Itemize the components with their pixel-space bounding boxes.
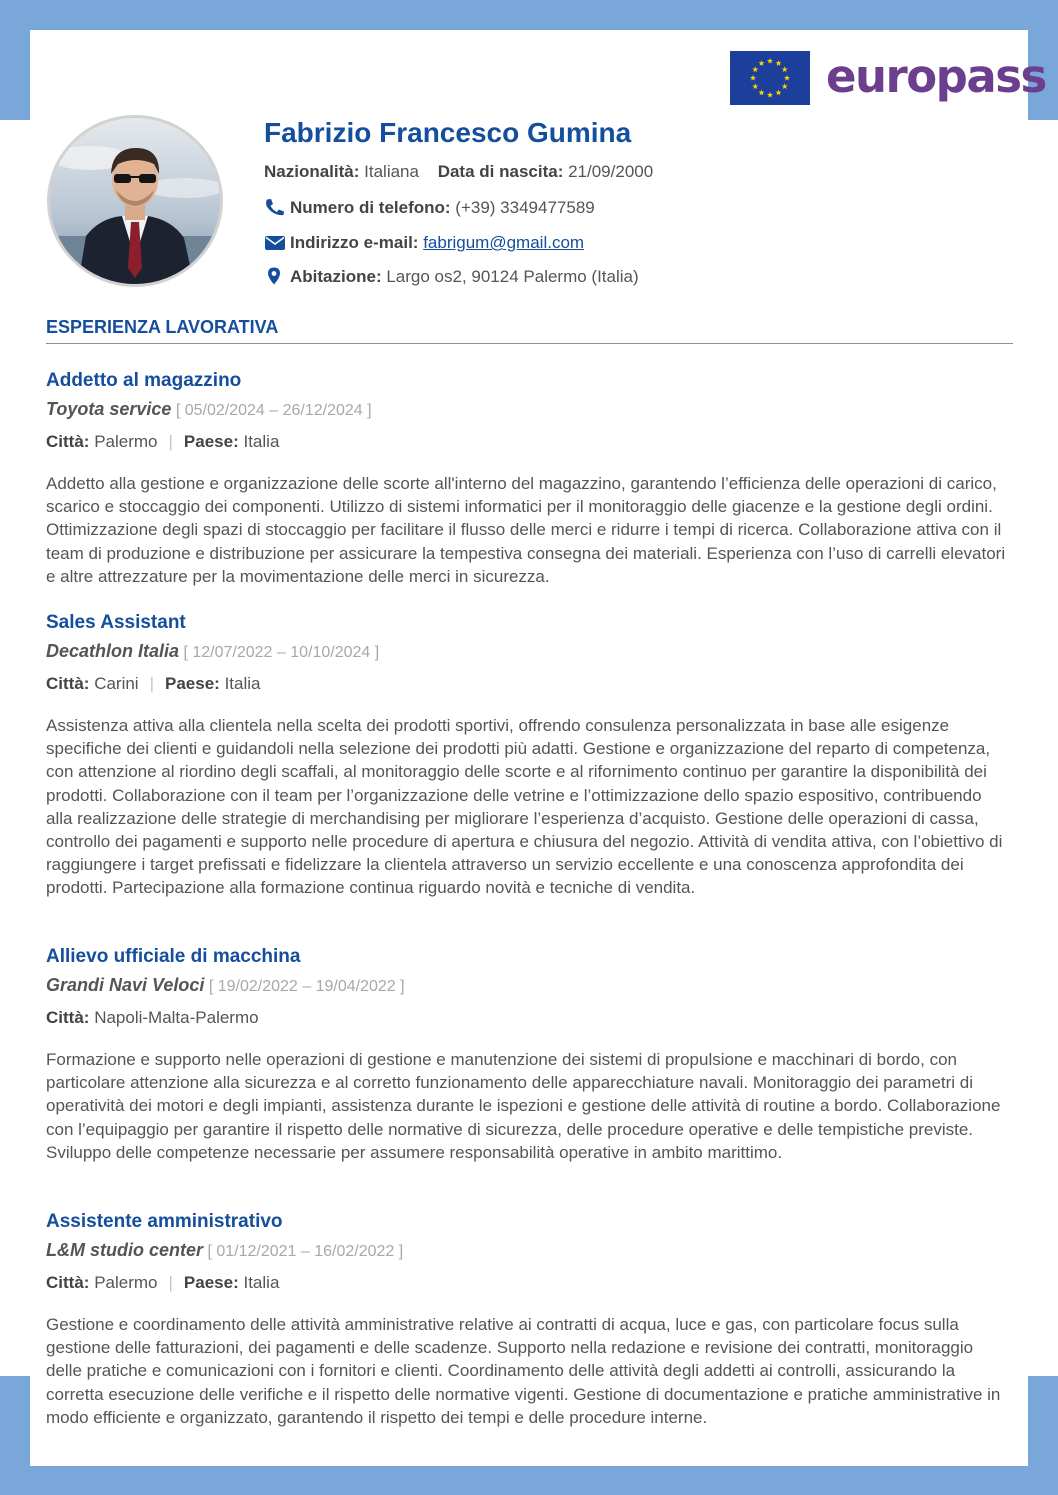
phone-label: Numero di telefono: [290, 198, 451, 217]
job-city: Napoli-Malta-Palermo [94, 1008, 259, 1027]
country-label: Paese: [165, 674, 220, 693]
job-location-line [46, 1006, 1012, 1030]
country-label: Paese: [183, 432, 239, 451]
address-line [264, 265, 639, 289]
job-city: Palermo [94, 432, 158, 451]
job-title: Allievo ufficiale di macchina [46, 946, 301, 967]
section-divider [46, 343, 1013, 344]
job-country: Italia [224, 674, 261, 693]
job-entry [46, 609, 1012, 900]
profile-photo [47, 115, 223, 287]
job-entry [46, 943, 1012, 1164]
phone-line [264, 196, 595, 220]
country-label: Paese: [183, 1273, 239, 1292]
job-title: Sales Assistant [46, 612, 186, 633]
job-description: Assistenza attiva alla clientela nella scelta dei prodotti sportivi, offrendo consulenza personalizzata in base alle esigenze specifiche dei clienti e guidandoli nella selezione dei prodotti più adatti. Gestione e organizzazione del reparto di competenza, con attenzione al riordino degli scaffali, al monitoraggio delle scorte e al rifornimento continuo per garantire la disponibilità dei prodotti. Collaborazione con il team per l’organizzazione delle vetrine e l’ottimizzazione dello spazio espositivo, contribuendo alla realizzazione delle strategie di merchandising per migliorare l’esperienza d’acquisto. Gestione delle operazioni di cassa, controllo dei pagamenti e supporto nelle procedure di apertura e chiusura del negozio. Attività di vendita attiva, con l’obiettivo di raggiungere i target prefissati e fidelizzare la clientela attraverso un servizio eccellente e una conoscenza approfondita dei prodotti. Partecipazione alla formazione continua riguardo novità e tecniche di vendita. [46, 716, 1003, 898]
job-dates: [ 19/02/2022 – 19/04/2022 ] [208, 978, 405, 995]
candidate-name: Fabrizio Francesco Gumina [264, 117, 632, 148]
birth-date-label: Data di nascita: [437, 162, 564, 181]
job-country: Italia [243, 1273, 280, 1292]
job-employer-line [46, 396, 1012, 424]
job-location-line [46, 1271, 1012, 1295]
job-entry [46, 1208, 1012, 1429]
separator: | [168, 1273, 173, 1292]
job-city: Palermo [94, 1273, 158, 1292]
job-employer: Decathlon Italia [46, 641, 180, 661]
personal-info-line [264, 160, 653, 184]
job-dates: [ 12/07/2022 – 10/10/2024 ] [183, 644, 380, 661]
birth-date-value: 21/09/2000 [568, 162, 654, 181]
job-employer-line [46, 638, 1012, 666]
city-label: Città: [46, 1273, 90, 1292]
job-description: Formazione e supporto nelle operazioni di gestione e manutenzione dei sistemi di propulsione e macchinari di bordo, con particolare attenzione alla sicurezza e al corretto funzionamento delle apparecchiature navali. Monitoraggio dei parametri di operatività dei motori e degli impianti, assistenza durante le ispezioni e gestione delle attività di routine a bordo. Collaborazione con l’equipaggio per garantire il rispetto delle normative di sicurezza, delle procedure operative e delle tempistiche previste. Sviluppo delle competenze necessarie per assumere responsabilità operative in ambito marittimo. [46, 1050, 1001, 1162]
job-location-line [46, 672, 1012, 696]
address-value: Largo os2, 90124 Palermo (Italia) [386, 267, 639, 286]
job-entry [46, 367, 1012, 588]
email-label: Indirizzo e-mail: [290, 233, 419, 252]
job-employer: Toyota service [46, 399, 172, 419]
job-employer: Grandi Navi Veloci [46, 975, 205, 995]
location-pin-icon [264, 267, 286, 285]
job-city: Carini [94, 674, 139, 693]
city-label: Città: [46, 432, 90, 451]
europass-wordmark: europass [826, 50, 1046, 103]
job-dates: [ 05/02/2024 – 26/12/2024 ] [175, 402, 372, 419]
envelope-icon [264, 233, 286, 251]
nationality-value: Italiana [364, 162, 419, 181]
job-location-line [46, 430, 1012, 454]
job-employer-line [46, 972, 1012, 1000]
nationality-label: Nazionalità: [264, 162, 360, 181]
job-country: Italia [243, 432, 280, 451]
eu-flag-icon [730, 51, 810, 105]
phone-value: (+39) 3349477589 [455, 198, 595, 217]
job-employer: L&M studio center [46, 1240, 204, 1260]
address-label: Abitazione: [290, 267, 382, 286]
email-line [264, 231, 584, 255]
city-label: Città: [46, 1008, 90, 1027]
section-title-work-experience: ESPERIENZA LAVORATIVA [46, 317, 279, 337]
phone-icon [264, 198, 286, 216]
job-dates: [ 01/12/2021 – 16/02/2022 ] [207, 1243, 404, 1260]
separator: | [168, 432, 173, 451]
city-label: Città: [46, 674, 90, 693]
europass-logo [730, 50, 1046, 106]
job-description: Addetto alla gestione e organizzazione delle scorte all'interno del magazzino, garantendo l’efficienza delle operazioni di carico, scarico e stoccaggio dei componenti. Utilizzo di sistemi informatici per il monitoraggio delle giacenze e la gestione degli ordini. Ottimizzazione degli spazi di stoccaggio per facilitare il flusso delle merci e ridurre i tempi di ricerca. Collaborazione attiva con il team di produzione e distribuzione per assicurare la tempestiva consegna dei materiali. Esperienza con l’uso di carrelli elevatori e altre attrezzature per la movimentazione delle merci in sicurezza. [46, 474, 1006, 586]
job-employer-line [46, 1237, 1012, 1265]
job-title: Addetto al magazzino [46, 370, 242, 391]
separator: | [149, 674, 155, 693]
job-description: Gestione e coordinamento delle attività amministrative relative ai contratti di acqua, luce e gas, con particolare focus sulla gestione delle fatturazioni, dei pagamenti e delle scadenze. Supporto nella redazione e revisione dei contratti, monitoraggio delle pratiche e comunicazioni con i fornitori e clienti. Coordinamento delle attività degli addetti ai controlli, assicurando la corretta esecuzione delle verifiche e il rispetto delle normative vigenti. Gestione di documentazione e pratiche amministrative in modo efficiente e organizzato, garantendo il rispetto dei tempi e delle procedure interne. [46, 1315, 1001, 1427]
job-title: Assistente amministrativo [46, 1211, 283, 1232]
email-link[interactable]: fabrigum@gmail.com [423, 233, 585, 252]
